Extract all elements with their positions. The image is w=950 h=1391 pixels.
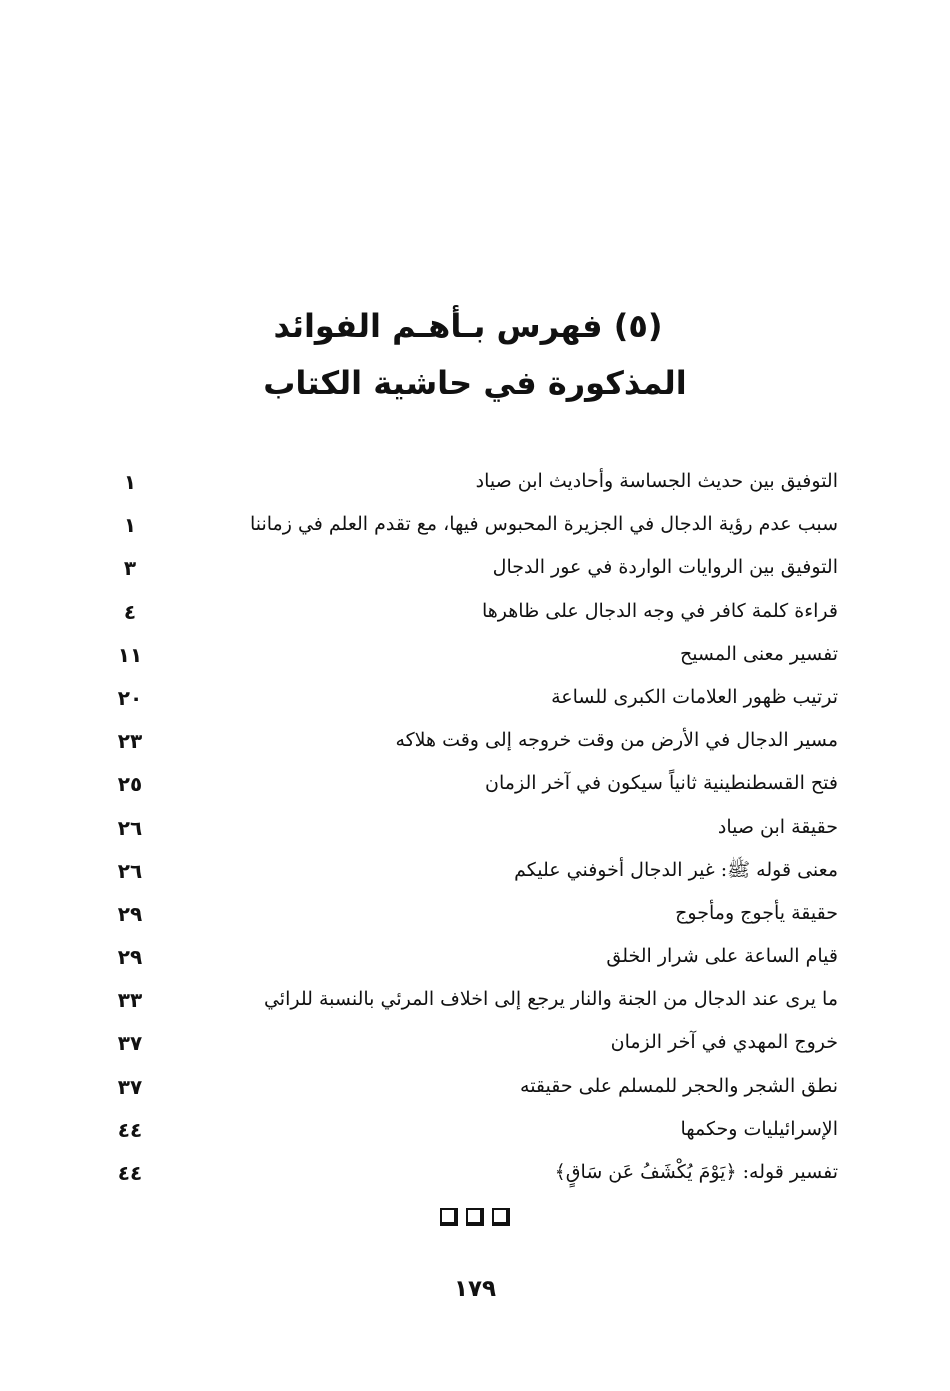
entry-page-number: ٢٥: [117, 772, 143, 797]
entry-page-number: ٤٤: [117, 1117, 143, 1142]
index-entry: [100, 507, 838, 550]
entry-page-number: ٤: [123, 599, 137, 624]
index-entry: [100, 637, 838, 680]
entry-page-number: ٤٤: [117, 1161, 143, 1185]
entry-title: فتح القسطنطينية ثانياً سيكون في آخر الزمان: [485, 772, 838, 795]
entry-page-number: ٣٧: [117, 1031, 143, 1056]
entry-page-number: ٣٧: [117, 1074, 143, 1099]
entry-page-number: ٢٩: [117, 901, 143, 926]
entry-page-number: ٣٣: [117, 988, 143, 1013]
entry-title: حقيقة يأجوج ومأجوج: [675, 901, 838, 924]
index-entry: [100, 550, 838, 593]
index-entry: [100, 766, 838, 809]
entry-title: التوفيق بين الروايات الواردة في عور الدجال: [492, 556, 838, 579]
entry-page-number: ٢٦: [117, 858, 143, 883]
entry-page-number: ٣: [123, 556, 137, 581]
index-entry: [100, 982, 838, 1025]
entry-title: مسير الدجال في الأرض من وقت خروجه إلى وقت هلاكه: [395, 729, 838, 752]
entry-title: تفسير معنى المسيح: [679, 642, 838, 665]
index-entry: [100, 594, 838, 637]
entry-title: ترتيب ظهور العلامات الكبرى للساعة: [551, 685, 838, 708]
index-entry: [100, 896, 838, 939]
entry-page-number: ٢٦: [117, 815, 143, 840]
index-entry: [100, 680, 838, 723]
entry-page-number: ٢٣: [117, 729, 143, 754]
index-entry: [100, 464, 838, 507]
index-entry: [100, 1155, 838, 1198]
index-entry: [100, 1112, 838, 1155]
entry-page-number: ١: [123, 513, 137, 538]
entry-page-number: ٢٩: [117, 945, 143, 970]
entry-title: سبب عدم رؤية الدجال في الجزيرة المحبوس فيها، مع تقدم العلم في زماننا: [249, 513, 838, 536]
index-entry: [100, 939, 838, 982]
section-end-marks: [0, 1208, 950, 1226]
entry-title: التوفيق بين حديث الجساسة وأحاديث ابن صياد: [475, 470, 838, 492]
entry-title: خروج المهدي في آخر الزمان: [610, 1031, 838, 1054]
entry-title: حقيقة ابن صياد: [717, 815, 838, 838]
entry-title: الإسرائيليات وحكمها: [680, 1117, 838, 1140]
square-icon: [492, 1208, 510, 1226]
entry-page-number: ١١: [117, 642, 143, 667]
entry-title: تفسير قوله: ﴿يَوْمَ يُكْشَفُ عَن سَاقٍ﴾: [554, 1161, 838, 1183]
entry-title: قيام الساعة على شرار الخلق: [606, 945, 838, 968]
square-icon: [440, 1208, 458, 1226]
square-icon: [466, 1208, 484, 1226]
index-entry: [100, 1025, 838, 1068]
entry-page-number: ٢٠: [117, 685, 143, 710]
entry-title: ما يرى عند الدجال من الجنة والنار يرجع إلى اخلاف المرئي بالنسبة للرائي: [263, 988, 838, 1011]
index-list: [100, 464, 838, 1198]
index-entry: [100, 853, 838, 896]
page-number: ١٧٩: [453, 1276, 497, 1302]
index-entry: [100, 1069, 838, 1112]
index-subtitle: المذكورة في حاشية الكتاب: [263, 364, 687, 402]
index-title: (٥) فهرس بـأهـم الفوائد: [273, 307, 663, 345]
index-entry: [100, 810, 838, 853]
entry-title: نطق الشجر والحجر للمسلم على حقيقته: [520, 1074, 838, 1097]
entry-title: قراءة كلمة كافر في وجه الدجال على ظاهرها: [481, 599, 838, 622]
index-entry: [100, 723, 838, 766]
entry-title: معنى قوله ﷺ: غير الدجال أخوفني عليكم: [514, 858, 838, 881]
entry-page-number: ١: [123, 470, 137, 494]
